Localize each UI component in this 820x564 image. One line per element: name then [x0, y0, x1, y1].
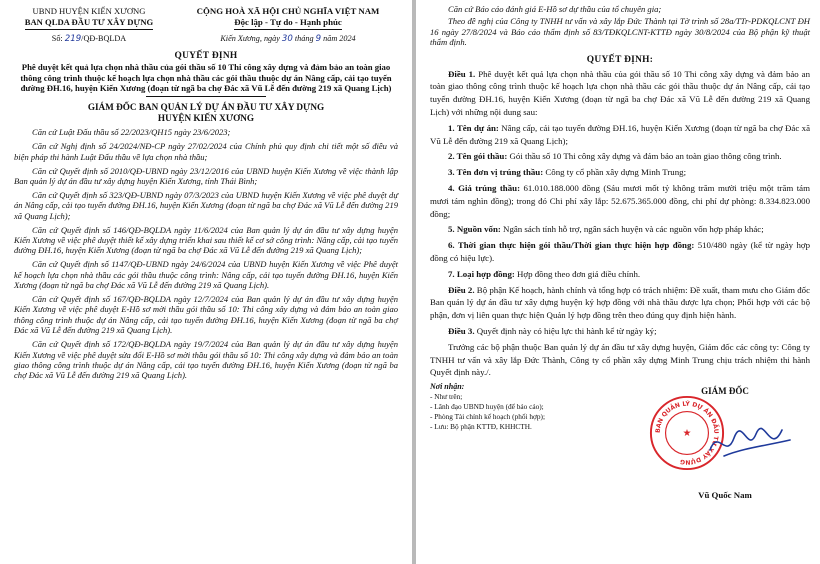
authority-title: GIÁM ĐỐC BAN QUẢN LÝ DỰ ÁN ĐẦU TƯ XÂY DỰNG HUYỆN KIẾN XƯƠNG — [87, 101, 325, 123]
basis-item: Căn cứ Báo cáo đánh giá E-Hồ sơ dự thầu của tổ chuyên gia; — [448, 4, 662, 14]
basis-item: Căn cứ Quyết định số 1147/QĐ-UBND ngày 24/6/2024 của UBND huyện Kiến Xương về việc Phê duyệt kế hoạch lựa chọn nhà thầu các gói thầu thuộc công trình: Nâng cấp, cải tạo tuyến đường ĐH.16, huyện Kiến Xương (đoạn từ ngã ba chợ Đác xã Vũ Lễ đến đường 219 xã Quang Lịch). — [14, 259, 398, 291]
decision-heading: QUYẾT ĐỊNH: — [586, 54, 654, 65]
article-2: Điều 2. Bộ phận Kế hoạch, hành chính và tổng hợp có trách nhiệm: Đề xuất, tham mưu cho Giám đốc Ban quản lý dự án đầu tư xây dựng huyện ký hợp đồng với nhà thầu được lựa chọn; Phối hợp với các bộ phận, đơn vị liên quan thực hiện Quản lý hợp đồng trên theo đúng quy định hiện hành. — [430, 284, 810, 321]
national-header — [178, 6, 398, 45]
footer-block — [430, 382, 810, 502]
basis-item: Căn cứ Quyết định số 2010/QĐ-UBND ngày 23/12/2016 của UBND huyện Kiến Xương về việc thành lập Ban quản lý dự án đầu tư xây dựng huyện Kiến Xương, tỉnh Thái Bình; — [14, 165, 398, 186]
basis-item: Căn cứ Quyết định số 146/QĐ-BQLDA ngày 11/6/2024 của Ban quản lý dự án đầu tư xây dựng huyện Kiến Xương về việc phê duyệt thiết kế xây dựng triển khai sau thiết kế cơ sở công trình: Nâng cấp, cải tạo tuyến đường ĐH.16, huyện Kiến Xương (đoạn từ ngã ba chợ Đác xã Vũ Lễ đến đường 219 xã Quang Lịch); — [14, 224, 398, 256]
handwritten-signature — [704, 420, 794, 466]
article-1-item: 4. Giá trúng thầu: 61.010.188.000 đồng (Sáu mươi mốt tỷ không trăm mười triệu một trăm tám mươi tám nghìn đồng); trong đó Chi phí xây lắp: 52.675.365.000 đồng, chi phí dự phòng: 8.334.823.000 đồng; — [430, 183, 810, 219]
nation-name: CỘNG HOÀ XÃ HỘI CHỦ NGHĨA VIỆT NAM — [196, 6, 380, 16]
article-1-item: 2. Tên gói thầu: Gói thầu số 10 Thi công xây dựng và đảm bảo an toàn giao thông công trình. — [448, 151, 782, 162]
signature-block — [640, 382, 810, 502]
recipient-item: - Lưu: Bộ phận KTTĐ, KHHCTH. — [430, 422, 532, 432]
org-parent: UBND HUYỆN KIẾN XƯƠNG — [32, 6, 146, 16]
doc-number: Số: 219/QĐ-BQLDA — [51, 34, 127, 44]
basis-item: Căn cứ Quyết định số 172/QĐ-BQLDA ngày 19/7/2024 của Ban quản lý dự án đầu tư xây dựng huyện Kiến Xương về việc phê duyệt sửa đổi E-Hồ sơ mời thầu gói thầu số 10: Thi công xây dựng và đảm bảo an toàn giao thông công trình thuộc dự án Nâng cấp, cải tạo tuyến đường ĐH.16, huyện Kiến Xương (đoạn từ ngã ba chợ Đác xã Vũ Lễ đến đường 219 xã Quang Lịch). — [14, 339, 398, 381]
article-1-item: 5. Nguồn vốn: Ngân sách tỉnh hỗ trợ, ngân sách huyện và các nguồn vốn hợp pháp khác; — [448, 224, 764, 235]
issuer-block — [14, 6, 164, 45]
signer-name: Vũ Quốc Nam — [698, 490, 752, 501]
basis-item: Căn cứ Luật Đấu thầu số 22/2023/QH15 ngày 23/6/2023; — [32, 127, 231, 138]
svg-text:★: ★ — [682, 428, 692, 440]
doc-date: Kiến Xương, ngày 30 tháng 9 năm 2024 — [220, 34, 356, 44]
doc-header — [14, 6, 398, 45]
recipient-item: - Như trên; — [430, 392, 463, 402]
seal-text: BAN QUẢN LÝ DỰ ÁN ĐẦU TƯ XÂY DỰNG — [654, 400, 720, 466]
decision-title: QUYẾT ĐỊNH — [174, 51, 238, 61]
signer-role: GIÁM ĐỐC — [701, 386, 749, 397]
decision-subject: Phê duyệt kết quả lựa chọn nhà thầu của gói thầu số 10 Thi công xây dựng và đảm bảo an toàn giao thông công trình thuộc kế hoạch lựa chọn nhà thầu các gói thầu thuộc dự án Nâng cấp, cải tạo tuyến đường ĐH.16, huyện Kiến Xương (đoạn từ ngã ba chợ Đác xã Vũ Lễ đến đường 219 xã Quang Lịch) — [20, 62, 392, 94]
basis-item: Căn cứ Quyết định số 167/QĐ-BQLDA ngày 12/7/2024 của Ban quản lý dự án đầu tư xây dựng huyện Kiến Xương về việc phê duyệt E-Hồ sơ mời thầu gói thầu số 10: Thi công xây dựng và đảm bảo an toàn giao thông công trình thuộc dự án Nâng cấp, cải tạo tuyến đường ĐH.16, huyện Kiến Xương (đoạn từ ngã ba chợ Đác xã Vũ Lễ đến đường 219 xã Quang Lịch). — [14, 293, 398, 336]
article-1-item: 3. Tên đơn vị trúng thầu: Công ty cổ phần xây dựng Minh Trung; — [448, 167, 687, 178]
motto: Độc lập - Tự do - Hạnh phúc — [178, 17, 398, 30]
document-page-left — [0, 0, 408, 564]
legal-bases — [14, 127, 398, 380]
article-1-item: 6. Thời gian thực hiện gói thầu/Thời gian thực hiện hợp đồng: 510/480 ngày (kể từ ngày hợp đồng có hiệu lực). — [430, 240, 811, 263]
org-name: BAN QLDA ĐẦU TƯ XÂY DỰNG — [14, 17, 164, 30]
recipients-label: Nơi nhận: — [430, 382, 465, 392]
subject-divider — [146, 96, 266, 97]
article-1: Điều 1. Phê duyệt kết quả lựa chọn nhà thầu của gói thầu số 10 Thi công xây dựng và đảm bảo an toàn giao thông công trình thuộc kế hoạch lựa chọn nhà thầu các gói thầu thuộc dự án Nâng cấp, cải tạo tuyến đường ĐH.16, huyện Kiến Xương (đoạn từ ngã ba chợ Đác xã Vũ Lễ đến đường 219 xã Quang Lịch) với những nội dung sau: — [430, 68, 811, 118]
closing-paragraph: Trưởng các bộ phận thuộc Ban quản lý dự án đầu tư xây dựng huyện, Giám đốc các công ty: Công ty TNHH tư vấn và xây lắp Đức Thành, Công ty cổ phần xây dựng Minh Trung chịu trách nhiệm thi hành Quyết định này./. — [430, 341, 810, 378]
basis-item: Theo đề nghị của Công ty TNHH tư vấn và xây lắp Đức Thành tại Tờ trình số 28a/TTr-PDKQLCNT ĐH 16 ngày 27/8/2024 và Báo cáo thẩm định số 83/TĐKQLCNT-KTTĐ ngày 30/8/2024 của Bộ phận kỹ thuật thẩm định. — [430, 16, 810, 48]
recipient-item: - Lãnh đạo UBND huyện (để báo cáo); — [430, 402, 544, 412]
basis-item: Căn cứ Nghị định số 24/2024/NĐ-CP ngày 27/02/2024 của Chính phủ quy định chi tiết một số điều và biện pháp thi hành Luật Đấu thầu về lựa chọn nhà thầu; — [14, 141, 398, 162]
doc-number-handwritten: 219 — [64, 34, 82, 44]
article-1-item: 7. Loại hợp đồng: Hợp đồng theo đơn giá điều chỉnh. — [448, 268, 641, 279]
article-1-item: 1. Tên dự án: Nâng cấp, cải tạo tuyến đường ĐH.16, huyện Kiến Xương (đoạn từ ngã ba chợ Đác xã Vũ Lễ đến đường 219 xã Quang Lịch); — [430, 122, 811, 146]
recipient-item: - Phòng Tài chính kế hoạch (phối hợp); — [430, 412, 545, 422]
basis-item: Căn cứ Quyết định số 323/QĐ-UBND ngày 07/3/2023 của UBND huyện Kiến Xương về việc phê duyệt dự án Nâng cấp, cải tạo tuyến đường ĐH.16, huyện Kiến Xương (đoạn từ ngã ba chợ Đác xã Vũ Lễ đến đường 219 xã Quang Lịch); — [14, 189, 398, 221]
document-page-right — [412, 0, 820, 564]
recipients — [430, 382, 630, 502]
article-3: Điều 3. Quyết định này có hiệu lực thi hành kể từ ngày ký; — [448, 325, 657, 336]
